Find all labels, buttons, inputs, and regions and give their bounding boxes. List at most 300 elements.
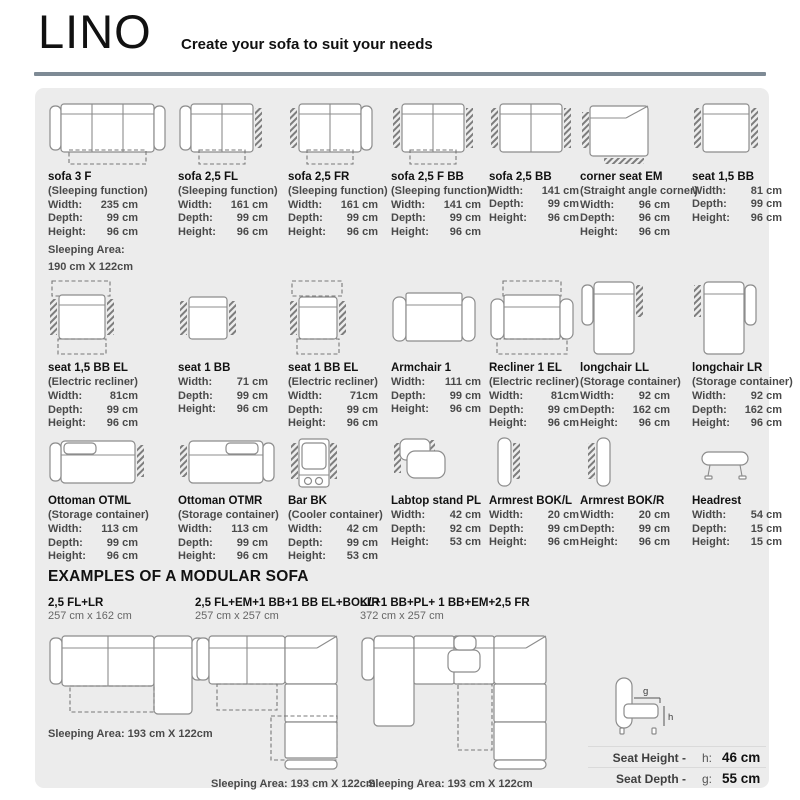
spec-label: Depth: — [288, 403, 323, 416]
module-headrest — [692, 436, 782, 563]
spec-label: Width: — [489, 509, 524, 522]
spec-label: Height: — [48, 225, 86, 238]
spec-label: Width: — [178, 523, 213, 536]
spec-label: Depth: — [580, 403, 615, 416]
spec-row — [178, 550, 268, 563]
spec-row — [178, 199, 268, 212]
example-corner-icon — [195, 630, 360, 770]
spec-value: 99 cm — [106, 403, 138, 416]
module-corner-seat-em — [580, 100, 698, 273]
module-longchair-lr — [692, 279, 793, 430]
spec-value: 99 cm — [236, 536, 268, 549]
module-seat-15bb — [692, 100, 782, 273]
spec-row — [288, 523, 378, 536]
spec-value: 96 cm — [638, 212, 670, 225]
spec-row — [391, 376, 481, 389]
spec-label: Height: — [288, 417, 326, 430]
spec-value: 20 cm — [638, 509, 670, 522]
seat-15bb-icon — [692, 100, 764, 166]
spec-label: Width: — [489, 390, 524, 403]
module-name: corner seat EM — [580, 171, 663, 183]
armrest-bok-r-icon — [580, 436, 692, 490]
spec-value: 99 cm — [346, 212, 378, 225]
spec-label: Width: — [692, 185, 727, 197]
spec-value: 96 cm — [106, 417, 138, 430]
module-armrest-bok-r — [580, 436, 692, 563]
spec-row — [489, 185, 579, 198]
spec-value: 96 cm — [449, 225, 481, 238]
sofa-3f-icon — [48, 100, 178, 166]
spec-row — [178, 523, 268, 536]
armrest-bok-l-icon — [489, 436, 580, 490]
spec-row — [489, 390, 579, 403]
bar-bk-icon — [288, 436, 391, 490]
module-note: (Cooler container) — [288, 509, 383, 522]
spec-value: 71cm — [349, 390, 378, 403]
spec-label: Width: — [178, 199, 213, 211]
example-title: LL+1 BB+PL+ 1 BB+EM+2,5 FR — [360, 596, 530, 609]
spec-value: 92 cm — [750, 390, 782, 403]
spec-row — [692, 198, 782, 211]
spec-label: Height: — [48, 417, 86, 430]
spec-value: 96 cm — [547, 417, 579, 430]
spec-row — [48, 212, 138, 225]
module-note: (Straight angle corner) — [580, 185, 698, 197]
spec-row — [580, 199, 670, 212]
spec-label: Depth: — [178, 536, 213, 549]
spec-label: Depth: — [48, 403, 83, 416]
module-armchair-1 — [391, 279, 489, 430]
module-note: (Storage container) — [178, 509, 279, 522]
spec-value: 162 cm — [632, 403, 670, 416]
spec-row — [48, 550, 138, 563]
module-sofa-3f — [48, 100, 178, 273]
spec-value: 113 cm — [231, 523, 268, 536]
spec-row — [391, 212, 481, 225]
module-ottoman-otmr — [178, 436, 288, 563]
module-note: (Sleeping function) — [48, 185, 148, 197]
spec-value: 96 cm — [638, 199, 670, 211]
spec-label: Depth: — [391, 522, 426, 535]
module-armrest-bok-l — [489, 436, 580, 563]
spec-label: Height: — [692, 417, 730, 430]
spec-value: 96 cm — [236, 550, 268, 563]
module-name: seat 1 BB — [178, 362, 231, 375]
module-name: Recliner 1 EL — [489, 362, 562, 375]
spec-row — [391, 509, 481, 522]
spec-value: 15 cm — [750, 522, 782, 535]
seat-height-letter: h — [668, 711, 674, 723]
ottoman-otml-icon — [48, 436, 178, 490]
module-longchair-ll — [580, 279, 692, 430]
spec-label: Depth: — [692, 522, 727, 535]
modules-row-3 — [48, 436, 782, 563]
brand-logo: LINO — [38, 5, 152, 58]
headrest-icon — [692, 436, 764, 490]
seat-height-symbol: h: — [701, 750, 712, 765]
spec-value: 42 cm — [346, 523, 378, 536]
spec-label: Height: — [580, 536, 618, 549]
spec-value: 81cm — [109, 390, 138, 403]
module-name: Labtop stand PL — [391, 495, 482, 508]
spec-value: 81cm — [550, 390, 579, 403]
seat-info-table — [588, 746, 766, 788]
spec-label: Height: — [391, 536, 429, 549]
spec-value: 53 cm — [449, 536, 481, 549]
spec-label: Depth: — [391, 212, 426, 225]
spec-label: Width: — [288, 390, 323, 403]
spec-value: 99 cm — [106, 212, 138, 225]
spec-row — [391, 403, 481, 416]
spec-value: 96 cm — [346, 417, 378, 430]
seat-15bb-el-icon — [48, 279, 178, 357]
seat-depth-row — [588, 767, 766, 788]
sofa-25fr-icon — [288, 100, 391, 166]
spec-value: 96 cm — [547, 211, 579, 224]
spec-label: Depth: — [489, 522, 524, 535]
spec-row — [288, 417, 378, 430]
spec-label: Depth: — [178, 212, 213, 225]
spec-value: 96 cm — [638, 225, 670, 238]
spec-value: 92 cm — [638, 390, 670, 403]
spec-row — [288, 390, 378, 403]
seat-1bb-el-icon — [288, 279, 391, 357]
spec-value: 141 cm — [443, 199, 481, 211]
spec-value: 81 cm — [750, 185, 782, 197]
spec-label: Height: — [288, 550, 326, 563]
spec-value: 96 cm — [106, 225, 138, 238]
spec-label: Height: — [391, 225, 429, 238]
spec-label: Height: — [178, 550, 216, 563]
spec-row — [391, 390, 481, 403]
module-note: (Sleeping function) — [178, 185, 278, 197]
spec-label: Depth: — [391, 389, 426, 402]
spec-label: Width: — [48, 523, 83, 536]
spec-value: 96 cm — [547, 536, 579, 549]
module-name: seat 1,5 BB EL — [48, 362, 128, 375]
spec-value: 96 cm — [236, 225, 268, 238]
example-sleeping-area: Sleeping Area: 193 cm X 122cm — [211, 777, 376, 790]
spec-row — [178, 390, 268, 403]
spec-value: 111 cm — [444, 376, 481, 389]
spec-row — [692, 404, 782, 417]
spec-row — [48, 390, 138, 403]
example-sleeping-area: Sleeping Area: 193 cm X 122cm — [48, 727, 213, 740]
module-note: (Electric recliner) — [288, 376, 378, 389]
spec-label: Width: — [178, 376, 213, 389]
modules-row-2 — [48, 279, 793, 430]
spec-value: 99 cm — [449, 389, 481, 402]
spec-label: Height: — [489, 211, 527, 224]
spec-label: Width: — [692, 509, 727, 522]
spec-label: Depth: — [48, 212, 83, 225]
longchair-lr-icon — [692, 279, 764, 357]
module-name: Armrest BOK/R — [580, 495, 665, 508]
spec-label: Depth: — [692, 403, 727, 416]
spec-row — [48, 199, 138, 212]
spec-label: Height: — [288, 225, 326, 238]
spec-value: 96 cm — [638, 417, 670, 430]
spec-value: 96 cm — [638, 536, 670, 549]
armchair-1-icon — [391, 279, 489, 357]
spec-label: Height: — [48, 550, 86, 563]
module-name: seat 1 BB EL — [288, 362, 359, 375]
seat-depth-symbol: g: — [701, 771, 712, 786]
module-laptop-stand-pl — [391, 436, 489, 563]
spec-row — [692, 185, 782, 198]
seat-depth-label: Seat Depth - — [615, 771, 686, 786]
example-dimensions: 257 cm x 257 cm — [195, 609, 279, 622]
ottoman-otmr-icon — [178, 436, 288, 490]
module-seat-1bb-el — [288, 279, 391, 430]
seat-depth-letter: g — [643, 685, 649, 697]
sofa-25fbb-icon — [391, 100, 489, 166]
spec-row — [692, 509, 782, 522]
spec-row — [391, 226, 481, 239]
spec-row — [692, 523, 782, 536]
spec-label: Width: — [580, 509, 615, 522]
spec-row — [48, 537, 138, 550]
spec-row — [48, 523, 138, 536]
module-note: (Electric recliner) — [48, 376, 138, 389]
spec-value: 99 cm — [236, 212, 268, 225]
spec-value: 54 cm — [750, 509, 782, 522]
spec-value: 99 cm — [346, 403, 378, 416]
spec-value: 96 cm — [236, 403, 268, 416]
corner-seat-em-icon — [580, 100, 692, 166]
header-divider — [34, 72, 766, 76]
spec-label: Width: — [288, 199, 323, 211]
spec-row — [489, 536, 579, 549]
spec-label: Width: — [692, 390, 727, 403]
module-name: Armrest BOK/L — [489, 495, 573, 508]
module-name: Headrest — [692, 495, 742, 508]
spec-label: Width: — [288, 523, 323, 536]
spec-value: 235 cm — [100, 199, 138, 211]
spec-row — [489, 523, 579, 536]
spec-value: 161 cm — [340, 199, 378, 211]
module-ottoman-otml — [48, 436, 178, 563]
spec-label: Width: — [48, 199, 83, 211]
spec-row — [288, 550, 378, 563]
modules-row-1 — [48, 100, 782, 274]
module-bar-bk — [288, 436, 391, 563]
spec-row — [391, 536, 481, 549]
spec-value: 96 cm — [346, 225, 378, 238]
example-sleeping-area: Sleeping Area: 193 cm X 122cm — [368, 777, 533, 790]
seat-1bb-icon — [178, 279, 288, 357]
module-sofa-25bb — [489, 100, 580, 273]
spec-value: 161 cm — [230, 199, 268, 211]
spec-row — [580, 390, 670, 403]
spec-value: 99 cm — [547, 522, 579, 535]
spec-value: 99 cm — [547, 198, 579, 211]
spec-label: Height: — [580, 225, 618, 238]
spec-row — [489, 509, 579, 522]
spec-label: Width: — [580, 390, 615, 403]
spec-label: Depth: — [489, 198, 524, 211]
header — [0, 0, 800, 66]
spec-row — [580, 509, 670, 522]
tagline: Create your sofa to suit your needs — [181, 36, 433, 53]
spec-value: 141 cm — [541, 185, 579, 197]
laptop-stand-pl-icon — [391, 436, 489, 490]
spec-label: Width: — [48, 390, 83, 403]
spec-row — [48, 417, 138, 430]
example-chaise-right-icon — [48, 630, 195, 720]
spec-row — [178, 403, 268, 416]
module-sofa-25fbb — [391, 100, 489, 273]
spec-value: 99 cm — [547, 403, 579, 416]
spec-value: 99 cm — [236, 389, 268, 402]
module-name: sofa 2,5 BB — [489, 171, 552, 183]
modules-grid — [48, 100, 793, 564]
module-sofa-25fr — [288, 100, 391, 273]
examples-section — [48, 568, 769, 790]
example-title: 2,5 FL+LR — [48, 596, 104, 609]
spec-label: Depth: — [489, 403, 524, 416]
example-dimensions: 257 cm x 162 cm — [48, 609, 132, 622]
spec-row — [489, 404, 579, 417]
example-config-1 — [48, 596, 213, 790]
spec-row — [489, 212, 579, 225]
spec-value: 99 cm — [346, 536, 378, 549]
spec-label: Height: — [178, 225, 216, 238]
example-title: 2,5 FL+EM+1 BB+1 BB EL+BOK/R — [195, 596, 380, 609]
longchair-ll-icon — [580, 279, 692, 357]
example-large-corner-icon — [360, 630, 588, 770]
spec-value: 99 cm — [750, 198, 782, 211]
spec-row — [580, 404, 670, 417]
spec-row — [692, 536, 782, 549]
spec-row — [692, 212, 782, 225]
module-name: Armchair 1 — [391, 362, 452, 375]
spec-label: Height: — [391, 403, 429, 416]
spec-row — [288, 212, 378, 225]
module-note: (Electric recliner) — [489, 376, 579, 389]
seat-depth-value: 55 cm — [722, 770, 761, 786]
spec-label: Width: — [391, 509, 426, 522]
catalog-panel — [35, 88, 793, 790]
spec-row — [489, 198, 579, 211]
spec-value: 99 cm — [638, 522, 670, 535]
seat-height-value: 46 cm — [722, 749, 761, 765]
spec-label: Depth: — [580, 522, 615, 535]
example-config-3 — [360, 597, 588, 790]
spec-value: 92 cm — [449, 522, 481, 535]
spec-row — [692, 390, 782, 403]
module-name: longchair LR — [692, 362, 763, 375]
spec-value: 96 cm — [449, 403, 481, 416]
spec-row — [391, 199, 481, 212]
module-extra-line: Sleeping Area: — [48, 244, 125, 257]
spec-row — [178, 226, 268, 239]
module-name: seat 1,5 BB — [692, 171, 755, 183]
spec-label: Depth: — [178, 389, 213, 402]
example-dimensions: 372 cm x 257 cm — [360, 609, 444, 622]
spec-row — [48, 404, 138, 417]
seat-height-label: Seat Height - — [612, 750, 686, 765]
module-name: Bar BK — [288, 495, 327, 508]
spec-row — [48, 226, 138, 239]
spec-label: Depth: — [48, 536, 83, 549]
spec-row — [692, 417, 782, 430]
spec-row — [288, 404, 378, 417]
spec-row — [580, 523, 670, 536]
module-name: sofa 2,5 FR — [288, 171, 350, 183]
example-config-2 — [195, 596, 380, 790]
spec-row — [178, 537, 268, 550]
spec-label: Width: — [489, 185, 524, 197]
seat-height-row — [588, 746, 766, 767]
spec-value: 53 cm — [346, 550, 378, 563]
spec-value: 96 cm — [106, 550, 138, 563]
spec-row — [288, 226, 378, 239]
spec-value: 71 cm — [236, 376, 268, 389]
spec-value: 99 cm — [449, 212, 481, 225]
examples-heading: EXAMPLES OF A MODULAR SOFA — [48, 567, 309, 585]
module-name: Ottoman OTML — [48, 495, 132, 508]
examples-row — [48, 597, 769, 790]
module-recliner-1el — [489, 279, 580, 430]
module-name: longchair LL — [580, 362, 649, 375]
seat-info — [588, 674, 766, 790]
module-note: (Sleeping function) — [391, 185, 491, 197]
spec-row — [580, 417, 670, 430]
spec-row — [288, 199, 378, 212]
spec-row — [391, 523, 481, 536]
spec-row — [178, 212, 268, 225]
module-seat-1bb — [178, 279, 288, 430]
module-note: (Storage container) — [48, 509, 149, 522]
module-name: sofa 2,5 F BB — [391, 171, 464, 183]
spec-label: Height: — [178, 403, 216, 416]
spec-row — [580, 226, 670, 239]
module-note: (Sleeping function) — [288, 185, 388, 197]
spec-row — [580, 536, 670, 549]
spec-label: Height: — [692, 536, 730, 549]
spec-value: 15 cm — [750, 536, 782, 549]
module-sofa-25fl — [178, 100, 288, 273]
spec-value: 42 cm — [449, 509, 481, 522]
recliner-1el-icon — [489, 279, 580, 357]
seat-profile-icon — [608, 674, 766, 738]
module-seat-15bb-el — [48, 279, 178, 430]
spec-value: 96 cm — [750, 417, 782, 430]
spec-label: Height: — [489, 536, 527, 549]
spec-value: 113 cm — [101, 523, 138, 536]
sofa-25bb-icon — [489, 100, 580, 166]
spec-row — [178, 376, 268, 389]
sofa-25fl-icon — [178, 100, 288, 166]
spec-row — [288, 537, 378, 550]
spec-label: Height: — [489, 417, 527, 430]
module-note: (Storage container) — [692, 376, 793, 389]
module-note: (Storage container) — [580, 376, 681, 389]
spec-value: 96 cm — [750, 211, 782, 224]
spec-value: 99 cm — [106, 536, 138, 549]
module-name: sofa 3 F — [48, 171, 92, 183]
spec-row — [580, 212, 670, 225]
spec-label: Width: — [391, 199, 426, 211]
spec-label: Depth: — [580, 212, 615, 225]
spec-label: Height: — [692, 211, 730, 224]
spec-label: Width: — [580, 199, 615, 211]
spec-label: Height: — [580, 417, 618, 430]
module-name: sofa 2,5 FL — [178, 171, 239, 183]
spec-value: 20 cm — [547, 509, 579, 522]
module-extra-line: 190 cm X 122cm — [48, 261, 134, 274]
